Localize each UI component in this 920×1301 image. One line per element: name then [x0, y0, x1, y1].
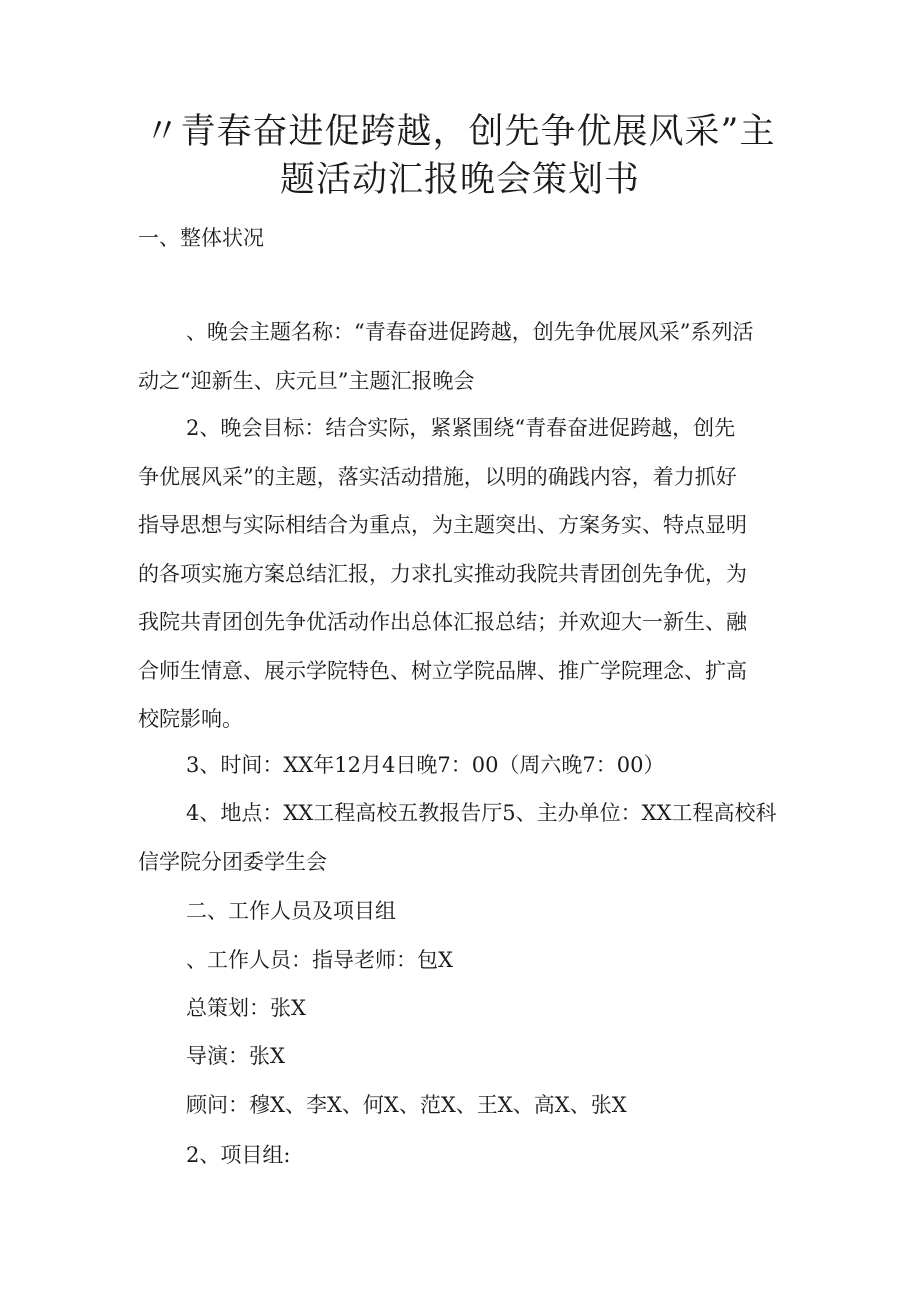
section-2-planner: 总策划：张X [186, 996, 306, 1020]
title-line-1: 〃青春奋进促跨越，创先争优展风采”主 [144, 112, 776, 152]
section-1-item-3: 3、时间：XX年12月4日晚7：00（周六晚7：00） [186, 753, 665, 777]
document-title [120, 108, 800, 204]
paragraph-line: 校院影响。 [138, 707, 243, 731]
section-2-director: 导演：张X [186, 1044, 285, 1068]
section-2-staff: 、工作人员：指导老师：包X [186, 948, 453, 972]
section-1-heading: 一、整体状况 [138, 226, 264, 250]
section-2-advisors: 顾问：穆X、李X、何X、范X、王X、高X、张X [186, 1093, 627, 1117]
section-2-groups: 2、项目组: [186, 1143, 291, 1167]
paragraph-line: 的各项实施方案总结汇报，力求扎实推动我院共青团创先争优，为 [138, 561, 747, 586]
paragraph-line: 动之“迎新生、庆元旦”主题汇报晚会 [138, 368, 475, 393]
paragraph-line: 我院共青团创先争优活动作出总体汇报总结；并欢迎大一新生、融 [138, 610, 747, 634]
paragraph-line: 信学院分团委学生会 [138, 849, 327, 874]
paragraph-line: 合师生情意、展示学院特色、树立学院品牌、推广学院理念、扩高 [138, 658, 747, 683]
paragraph-line: 指导思想与实际相结合为重点，为主题突出、方案务实、特点显明 [138, 513, 747, 537]
section-1-item-4 [138, 789, 836, 886]
section-1-item-2 [138, 404, 836, 744]
paragraph-line: 、晚会主题名称：“青春奋进促跨越，创先争优展风采”系列活 [186, 320, 754, 344]
section-2-heading: 二、工作人员及项目组 [186, 899, 396, 923]
paragraph-line: 争优展风采”的主题，落实活动措施，以明的确践内容，着力抓好 [138, 464, 737, 489]
title-line-2: 题活动汇报晚会策划书 [279, 160, 640, 200]
section-1-item-1 [138, 308, 836, 405]
paragraph-line: 2、晚会目标：结合实际，紧紧围绕“青春奋进促跨越，创先 [186, 416, 736, 440]
paragraph-line: 4、地点：XX工程高校五教报告厅5、主办单位：XX工程高校科 [186, 801, 777, 825]
